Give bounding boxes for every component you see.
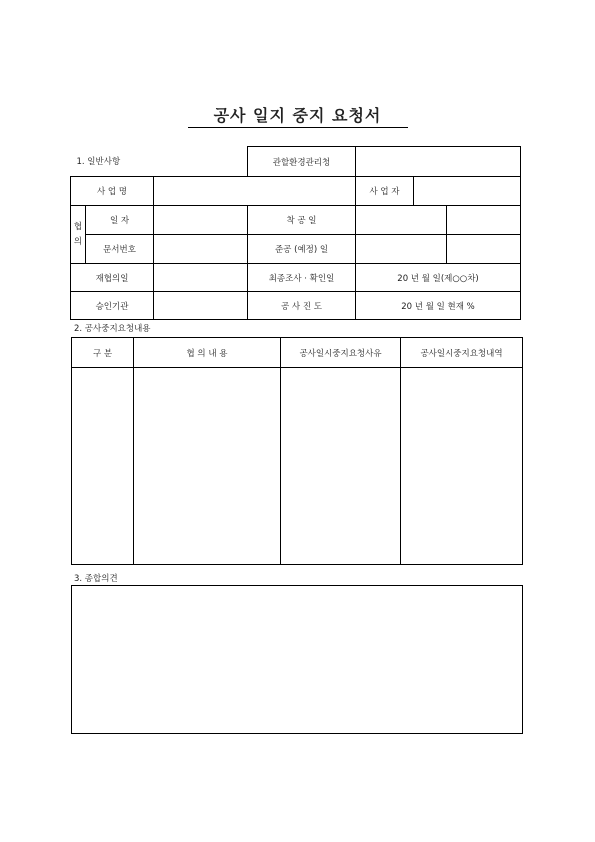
title-underline <box>188 127 408 128</box>
complete-value[interactable] <box>356 235 447 264</box>
final-check-label: 최종조사 · 확인일 <box>248 264 356 292</box>
approval-value[interactable] <box>154 292 248 320</box>
header-suspension-details: 공사일시중지요청내역 <box>401 338 523 368</box>
start-label: 착 공 일 <box>248 206 356 235</box>
authority-label: 관할환경관리청 <box>248 147 356 177</box>
section1-label: 1. 일반사항 <box>71 147 248 177</box>
docno-label: 문서번호 <box>86 235 154 264</box>
consult-label: 협 의 <box>71 206 86 264</box>
operator-label: 사 업 자 <box>356 177 414 206</box>
suspension-content-table <box>71 337 523 565</box>
reconsult-label: 재협의일 <box>71 264 154 292</box>
document-title: 공사 일지 중지 요청서 <box>213 106 382 125</box>
approval-label: 승인기관 <box>71 292 154 320</box>
reconsult-value[interactable] <box>154 264 248 292</box>
progress-value[interactable]: 20 년 월 일 현재 % <box>356 292 521 320</box>
operator-value[interactable] <box>414 177 521 206</box>
final-check-value[interactable]: 20 년 월 일(제○○차) <box>356 264 521 292</box>
section3-label: 3. 종합의견 <box>74 574 118 584</box>
cell-suspension-reason[interactable] <box>281 368 401 565</box>
start-extra[interactable] <box>447 206 521 235</box>
cell-suspension-details[interactable] <box>401 368 523 565</box>
project-name-value[interactable] <box>154 177 356 206</box>
header-suspension-reason: 공사일시중지요청사유 <box>281 338 401 368</box>
docno-value[interactable] <box>154 235 248 264</box>
general-info-table <box>70 146 521 320</box>
section2-label: 2. 공사중지요청내용 <box>74 324 151 334</box>
header-category: 구 분 <box>72 338 134 368</box>
start-value[interactable] <box>356 206 447 235</box>
header-consult-content: 협 의 내 용 <box>134 338 281 368</box>
authority-value[interactable] <box>356 147 521 177</box>
date-label: 일 자 <box>86 206 154 235</box>
cell-consult-content[interactable] <box>134 368 281 565</box>
date-value[interactable] <box>154 206 248 235</box>
project-name-label: 사 업 명 <box>71 177 154 206</box>
progress-label: 공 사 진 도 <box>248 292 356 320</box>
cell-category[interactable] <box>72 368 134 565</box>
overall-opinion-box[interactable] <box>71 585 523 734</box>
complete-label: 준공 (예정) 일 <box>248 235 356 264</box>
complete-extra[interactable] <box>447 235 521 264</box>
